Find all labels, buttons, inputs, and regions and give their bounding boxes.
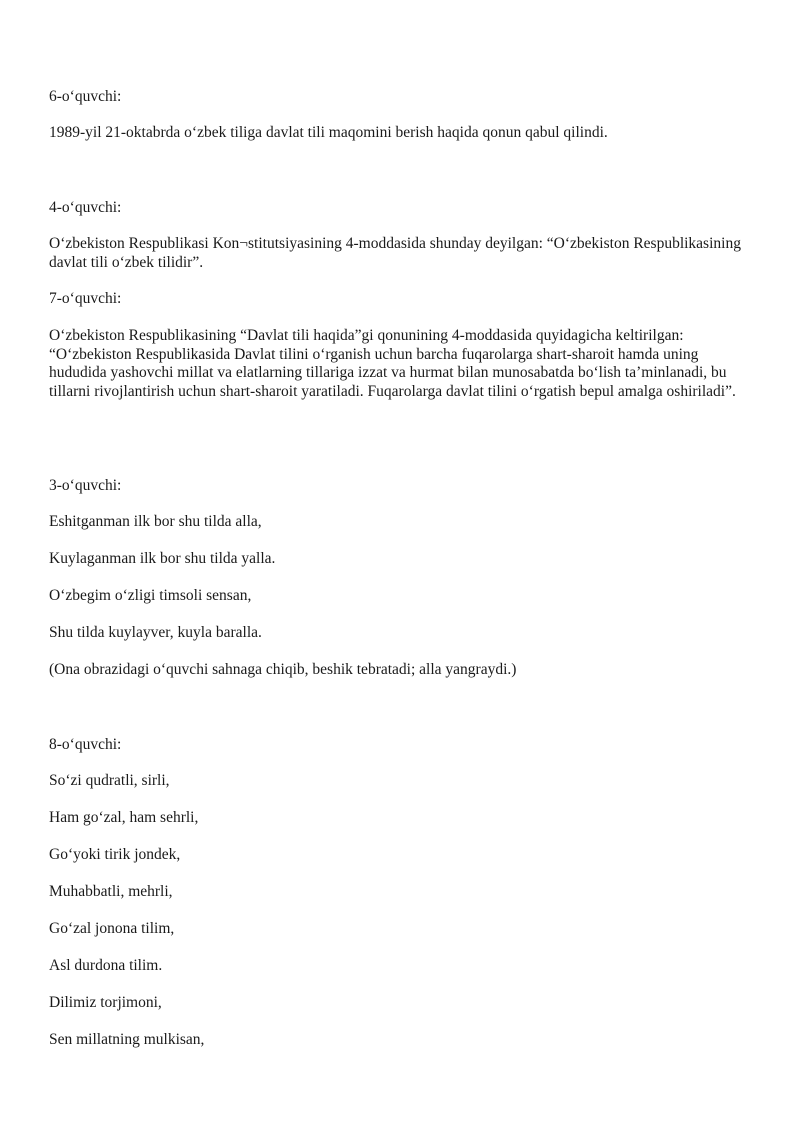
poem-line: O‘zbegim o‘zligi timsoli sensan, (49, 587, 252, 604)
speaker-heading: 4-o‘quvchi: (49, 199, 122, 216)
stage-direction: (Ona obrazidagi o‘quvchi sahnaga chiqib, beshik tebratadi; alla yangraydi.) (49, 661, 517, 678)
speaker-heading: 8-o‘quvchi: (49, 736, 122, 753)
speaker-heading: 6-o‘quvchi: (49, 88, 122, 105)
poem-line: Muhabbatli, mehrli, (49, 883, 173, 900)
poem-line: Go‘yoki tirik jondek, (49, 846, 181, 863)
poem-line: Kuylaganman ilk bor shu tilda yalla. (49, 550, 276, 567)
speaker-heading: 7-o‘quvchi: (49, 290, 122, 307)
poem-line: Eshitganman ilk bor shu tilda alla, (49, 513, 262, 530)
poem-line: Go‘zal jonona tilim, (49, 920, 175, 937)
poem-line: Asl durdona tilim. (49, 957, 163, 974)
poem-line: Ham go‘zal, ham sehrli, (49, 809, 199, 826)
speaker-heading: 3-o‘quvchi: (49, 477, 122, 494)
poem-line: So‘zi qudratli, sirli, (49, 772, 170, 789)
poem-line: Shu tilda kuylayver, kuyla baralla. (49, 624, 262, 641)
text-paragraph: O‘zbekiston Respublikasining “Davlat tili haqida”gi qonunining 4-moddasida quyidagicha keltirilgan: “O‘zbekiston Respublikasida Davlat tilini o‘rganish uchun barcha fuqarolarga shart-sharoit hamda uning hududida yashovchi millat va elatlarning tillariga izzat va hurmat bilan munosabatda bo‘lish ta’minlanadi, bu tillarni rivojlantirish uchun shart-sharoit yaratiladi. Fuqarolarga davlat tilini o‘rgatish bepul amalga oshiriladi”. (49, 327, 736, 400)
text-paragraph: O‘zbekiston Respublikasi Kon¬stitutsiyasining 4-moddasida shunday deyilgan: “O‘zbekiston Respublikasining davlat tili o‘zbek tilidir”. (49, 235, 741, 271)
poem-line: Sen millatning mulkisan, (49, 1031, 205, 1048)
text-line: 1989-yil 21-oktabrda o‘zbek tiliga davlat tili maqomini berish haqida qonun qabul qilindi. (49, 124, 608, 141)
poem-line: Dilimiz torjimoni, (49, 994, 162, 1011)
